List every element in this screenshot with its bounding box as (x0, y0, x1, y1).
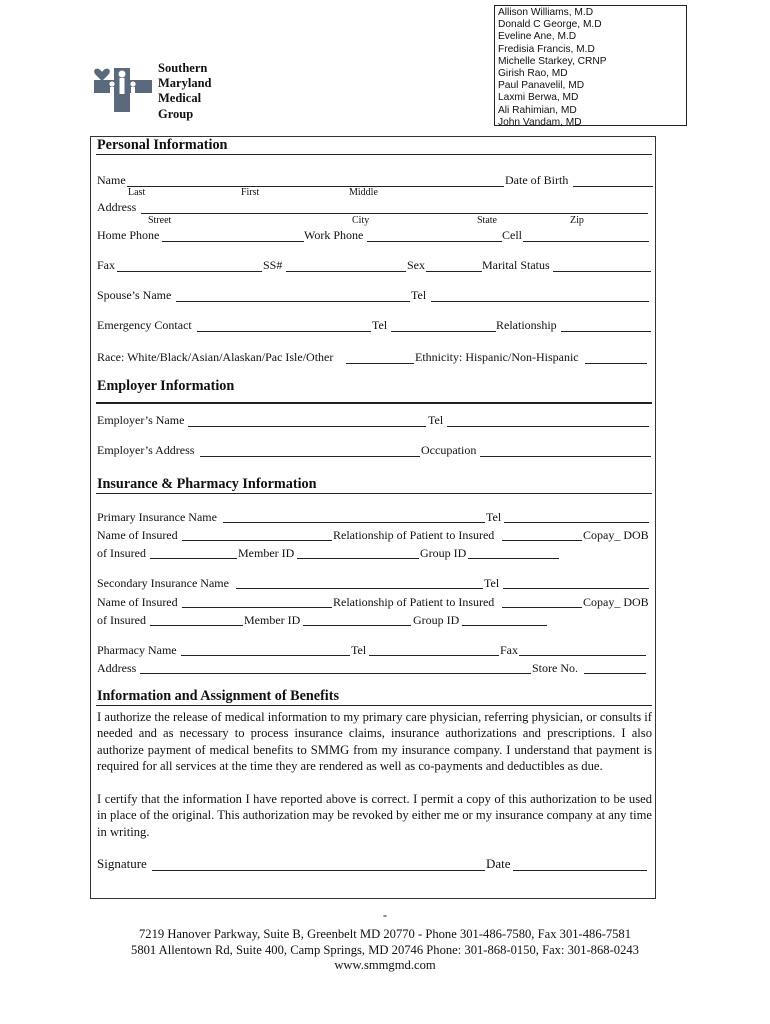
physician-name: Eveline Ane, M.D (498, 31, 577, 43)
physician-name: Paul Panavelil, MD (498, 80, 585, 92)
secondary-dob-insured-label: of Insured (97, 613, 146, 627)
secondary-member-id-label: Member ID (244, 613, 301, 627)
section-divider (96, 493, 652, 494)
occupation-label: Occupation (421, 443, 477, 457)
secondary-insurance-field[interactable] (236, 588, 483, 589)
physician-name: Fredisia Francis, M.D (498, 43, 595, 55)
physician-name: Donald C George, M.D (498, 19, 602, 31)
section-title-benefits: Information and Assignment of Benefits (97, 688, 339, 704)
work-phone-field[interactable] (367, 241, 502, 242)
physician-name: Michelle Starkey, CRNP (498, 55, 607, 67)
ethnicity-field[interactable] (585, 363, 647, 364)
race-field[interactable] (346, 363, 414, 364)
secondary-insurance-label: Secondary Insurance Name (97, 576, 229, 590)
primary-member-id-field[interactable] (297, 558, 419, 559)
secondary-relationship-field[interactable] (502, 607, 582, 608)
employer-address-field[interactable] (200, 456, 420, 457)
address-label: Address (97, 200, 137, 214)
section-divider (96, 402, 652, 404)
primary-group-id-label: Group ID (420, 546, 467, 560)
physician-name: Girish Rao, MD (498, 68, 568, 80)
name-label: Name (97, 173, 126, 187)
footer-address-camp-springs: 5801 Allentown Rd, Suite 400, Camp Springs, MD 20746 Phone: 301-868-0150, Fax: 301-868-0243 (131, 943, 639, 957)
emergency-tel-label: Tel (372, 318, 388, 332)
pharmacy-name-label: Pharmacy Name (97, 643, 177, 657)
occupation-field[interactable] (480, 456, 651, 457)
emergency-contact-label: Emergency Contact (97, 318, 192, 332)
cell-label: Cell (502, 228, 522, 242)
signature-label: Signature (97, 856, 147, 871)
org-name-line: Maryland (158, 76, 212, 91)
name-field[interactable] (127, 186, 504, 187)
secondary-member-id-field[interactable] (303, 625, 411, 626)
marital-status-label: Marital Status (482, 258, 550, 272)
sex-label: Sex (407, 258, 425, 272)
physician-name: John Vandam, MD (498, 116, 582, 128)
first-sublabel: First (241, 187, 260, 198)
certification-paragraph: I certify that the information I have reported above is correct. I permit a copy of this authorization to be used in place of the original. This authorization may be revoked by either me or my insurance company at any time in writing. (97, 792, 652, 839)
pharmacy-name-field[interactable] (181, 655, 350, 656)
smmg-logo-icon (92, 62, 154, 112)
relationship-label: Relationship (496, 318, 557, 332)
employer-tel-field[interactable] (447, 426, 649, 427)
signature-date-field[interactable] (513, 870, 647, 871)
primary-relationship-field[interactable] (502, 540, 582, 541)
physician-name: Ali Rahimian, MD (498, 104, 577, 116)
ss-label: SS# (263, 258, 283, 272)
employer-tel-label: Tel (428, 413, 444, 427)
employer-address-label: Employer’s Address (97, 443, 195, 457)
signature-date-label: Date (486, 856, 511, 871)
dob-field[interactable] (573, 186, 653, 187)
work-phone-label: Work Phone (304, 228, 364, 242)
footer-address-greenbelt: 7219 Hanover Parkway, Suite B, Greenbelt MD 20770 - Phone 301-486-7580, Fax 301-486-7581 (138, 927, 632, 941)
home-phone-label: Home Phone (97, 228, 160, 242)
secondary-copay-label: Copay_ DOB (583, 595, 649, 609)
section-divider (96, 154, 652, 155)
city-sublabel: City (352, 215, 370, 226)
home-phone-field[interactable] (162, 241, 304, 242)
relationship-field[interactable] (561, 331, 651, 332)
emergency-tel-field[interactable] (391, 331, 496, 332)
secondary-tel-label: Tel (484, 576, 500, 590)
secondary-group-id-field[interactable] (462, 625, 547, 626)
pharmacy-tel-label: Tel (351, 643, 367, 657)
middle-sublabel: Middle (349, 187, 378, 198)
primary-member-id-label: Member ID (238, 546, 295, 560)
employer-name-label: Employer’s Name (97, 413, 185, 427)
race-label: Race: White/Black/Asian/Alaskan/Pac Isle/Other (97, 350, 334, 364)
primary-tel-label: Tel (486, 510, 502, 524)
spouse-tel-field[interactable] (431, 301, 649, 302)
secondary-dob-field[interactable] (150, 625, 243, 626)
spouse-name-field[interactable] (176, 301, 410, 302)
section-title-employer: Employer Information (97, 378, 235, 394)
pharmacy-address-label: Address (97, 661, 137, 675)
secondary-name-insured-label: Name of Insured (97, 595, 178, 609)
physician-list (494, 5, 687, 126)
cell-field[interactable] (523, 241, 649, 242)
pharmacy-address-field[interactable] (140, 673, 531, 674)
secondary-tel-field[interactable] (503, 588, 649, 589)
primary-name-insured-label: Name of Insured (97, 528, 178, 542)
org-name-line: Southern (158, 61, 208, 75)
section-title-insurance: Insurance & Pharmacy Information (97, 476, 317, 492)
emergency-contact-field[interactable] (197, 331, 371, 332)
footer-dash: - (382, 908, 388, 922)
footer-website: www.smmgmd.com (334, 958, 436, 972)
primary-insurance-label: Primary Insurance Name (97, 510, 217, 524)
marital-status-field[interactable] (553, 271, 651, 272)
address-field[interactable] (141, 213, 648, 214)
primary-dob-field[interactable] (150, 558, 237, 559)
primary-tel-field[interactable] (504, 522, 649, 523)
section-title-personal: Personal Information (97, 137, 228, 153)
primary-copay-label: Copay_ DOB (583, 528, 649, 542)
store-no-field[interactable] (584, 673, 646, 674)
secondary-name-insured-field[interactable] (182, 607, 332, 608)
street-sublabel: Street (148, 215, 172, 226)
pharmacy-fax-label: Fax (500, 643, 518, 657)
last-sublabel: Last (128, 187, 146, 198)
ss-field[interactable] (286, 271, 406, 272)
store-no-label: Store No. (532, 661, 578, 675)
authorization-paragraph: I authorize the release of medical information to my primary care physician, referring physician, or consults if needed and as necessary to process insurance claims, insurance authorizations and prescriptions. I also authorize payment of medical benefits to SMMG from my insurance company. I understand that payment is required for all services at the time they are rendered as well as co-payments and deductibles as due. (97, 710, 652, 774)
spouse-name-label: Spouse’s Name (97, 288, 172, 302)
pharmacy-fax-field[interactable] (519, 655, 646, 656)
physician-name: Allison Williams, M.D (498, 7, 594, 18)
fax-field[interactable] (117, 271, 262, 272)
organization-name (158, 61, 211, 122)
primary-group-id-field[interactable] (468, 558, 559, 559)
secondary-relationship-label: Relationship of Patient to Insured (333, 595, 495, 609)
sex-field[interactable] (426, 271, 482, 272)
primary-relationship-label: Relationship of Patient to Insured (333, 528, 495, 542)
ethnicity-label: Ethnicity: Hispanic/Non-Hispanic (415, 350, 579, 364)
spouse-tel-label: Tel (411, 288, 427, 302)
primary-dob-insured-label: of Insured (97, 546, 146, 560)
fax-label: Fax (97, 258, 115, 272)
org-name-line: Group (158, 106, 194, 121)
zip-sublabel: Zip (570, 215, 584, 226)
org-name-line: Medical (158, 91, 202, 106)
primary-name-insured-field[interactable] (182, 540, 332, 541)
dob-label: Date of Birth (505, 173, 569, 187)
employer-name-field[interactable] (188, 426, 426, 427)
secondary-group-id-label: Group ID (413, 613, 460, 627)
section-divider (96, 705, 652, 706)
primary-insurance-field[interactable] (223, 522, 485, 523)
signature-field[interactable] (152, 870, 485, 871)
pharmacy-tel-field[interactable] (369, 655, 499, 656)
state-sublabel: State (477, 215, 497, 226)
physician-name: Laxmi Berwa, MD (498, 92, 579, 104)
